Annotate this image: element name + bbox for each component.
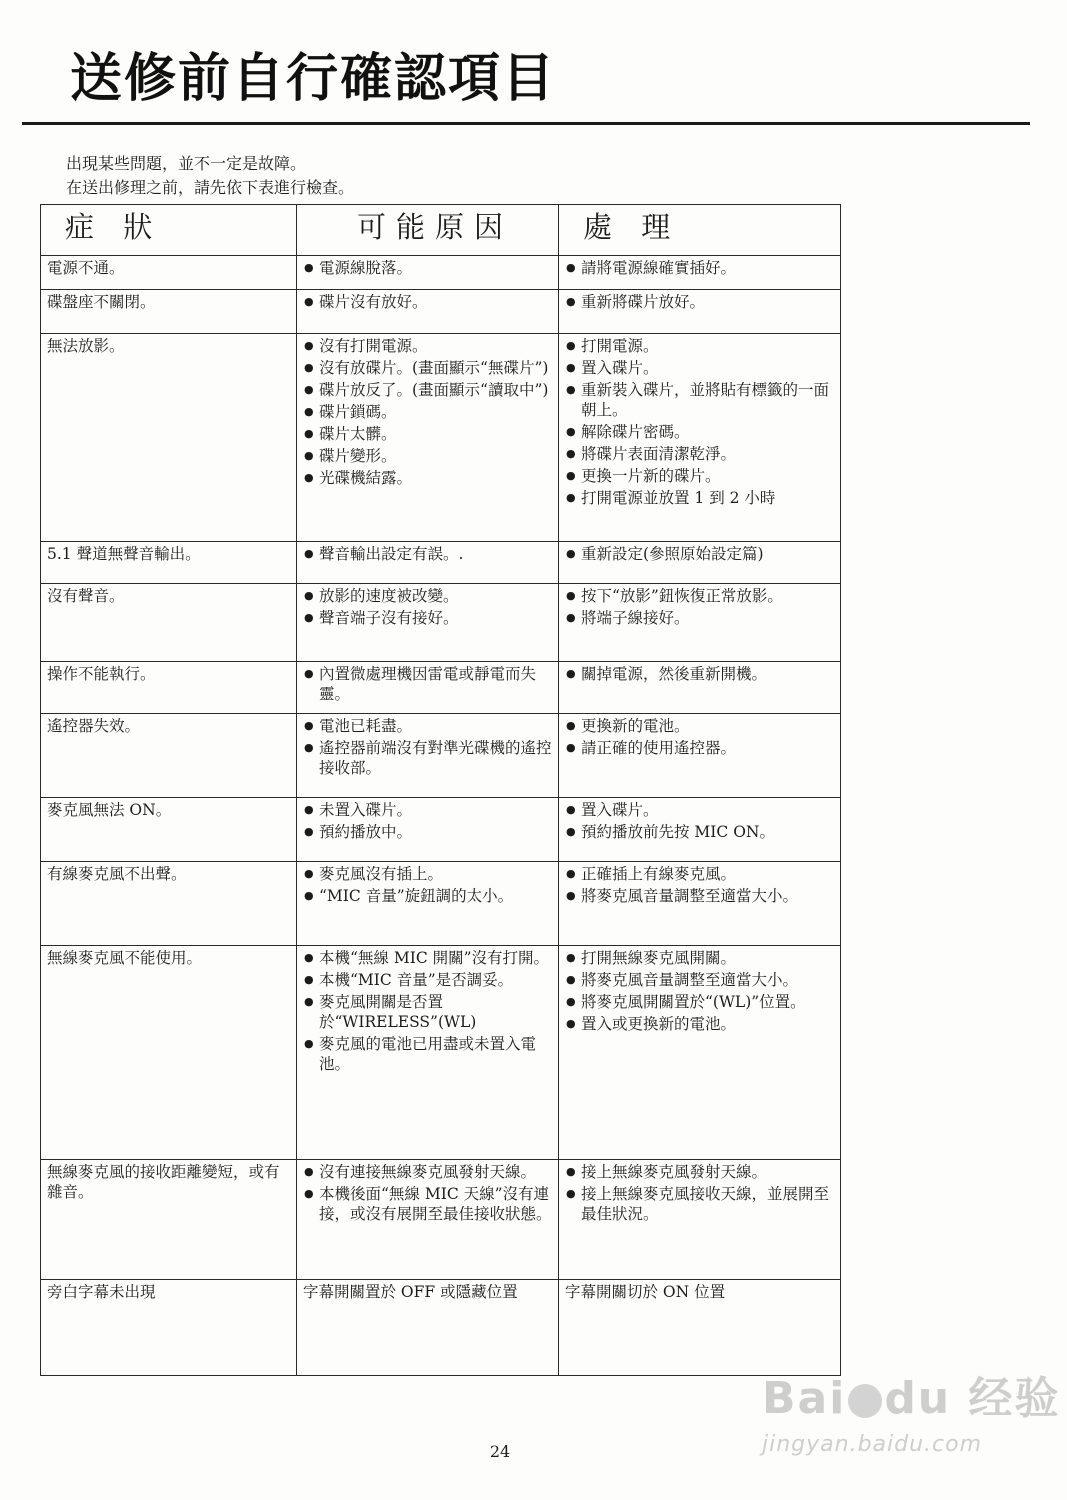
watermark-logo-cn: 经验 [968, 1373, 1061, 1424]
fix-item: ● 重新裝入碟片，並將貼有標籤的一面朝上。 [565, 380, 834, 420]
troubleshooting-table [40, 204, 841, 1376]
table-body [41, 256, 841, 1376]
cause-item: ● 碟片放反了。(畫面顯示“讀取中”) [303, 380, 552, 400]
symptom-cell: 麥克風無法 ON。 [41, 798, 297, 862]
fix-cell-list [565, 864, 834, 906]
cause-item: ● 本機“無線 MIC 開關”沒有打開。 [303, 948, 552, 968]
symptom-cell: 遙控器失效。 [41, 714, 297, 798]
fix-item: ● 預約播放前先按 MIC ON。 [565, 822, 834, 842]
symptom-cell: 電源不通。 [41, 256, 297, 290]
fix-cell-list [565, 1162, 834, 1224]
fix-item: ● 按下“放影”鈕恢復正常放影。 [565, 586, 834, 606]
fix-cell [559, 334, 841, 542]
fix-item: ● 更換新的電池。 [565, 716, 834, 736]
cause-cell-list [303, 800, 552, 842]
fix-cell [559, 584, 841, 662]
fix-cell [559, 542, 841, 584]
cause-cell-list [303, 336, 552, 488]
cause-item: ● 碟片太髒。 [303, 424, 552, 444]
watermark-logo [762, 1362, 1060, 1426]
fix-item: ● 解除碟片密碼。 [565, 422, 834, 442]
intro-line: 在送出修理之前，請先依下表進行檢查。 [66, 178, 355, 197]
header-fix: 處 理 [559, 205, 841, 256]
cause-cell-list [303, 258, 552, 278]
cause-item: ● 電池已耗盡。 [303, 716, 552, 736]
cause-cell-list [303, 664, 552, 704]
cause-cell: 字幕開關置於 OFF 或隱藏位置 [297, 1280, 559, 1376]
symptom-cell: 有線麥克風不出聲。 [41, 862, 297, 946]
table-row [41, 334, 841, 542]
cause-item: ● 放影的速度被改變。 [303, 586, 552, 606]
cause-cell [297, 798, 559, 862]
cause-item: ● 聲音輸出設定有誤。. [303, 544, 552, 564]
baidu-watermark [762, 1362, 1060, 1457]
table-row [41, 584, 841, 662]
cause-cell-list [303, 948, 552, 1074]
cause-item: ● 沒有放碟片。(畫面顯示“無碟片”) [303, 358, 552, 378]
cause-cell [297, 334, 559, 542]
cause-cell-list [303, 586, 552, 628]
fix-item: ● 將麥克風音量調整至適當大小。 [565, 886, 834, 906]
watermark-logo-left: Bai [762, 1373, 847, 1424]
cause-cell [297, 862, 559, 946]
table-row [41, 542, 841, 584]
watermark-url: jingyan.baidu.com [762, 1432, 983, 1457]
fix-item: ● 重新設定(參照原始設定篇) [565, 544, 834, 564]
cause-item: ● 未置入碟片。 [303, 800, 552, 820]
fix-item: ● 置入碟片。 [565, 800, 834, 820]
cause-item: ● 碟片鎖碼。 [303, 402, 552, 422]
fix-cell-list [565, 336, 834, 508]
fix-item: ● 重新將碟片放好。 [565, 292, 834, 312]
fix-cell-list [565, 292, 834, 312]
cause-cell [297, 714, 559, 798]
fix-cell [559, 798, 841, 862]
cause-cell-list [303, 716, 552, 778]
fix-cell-list [565, 258, 834, 278]
fix-item: ● 請正確的使用遙控器。 [565, 738, 834, 758]
symptom-cell: 操作不能執行。 [41, 662, 297, 714]
cause-cell [297, 584, 559, 662]
intro-text [66, 152, 354, 200]
cause-item: ● 光碟機結露。 [303, 468, 552, 488]
paw-icon [848, 1384, 882, 1418]
symptom-cell: 碟盤座不關閉。 [41, 290, 297, 334]
cause-item: ● 預約播放中。 [303, 822, 552, 842]
cause-cell [297, 256, 559, 290]
header-cause: 可能原因 [297, 205, 559, 256]
fix-cell: 字幕開關切於 ON 位置 [559, 1280, 841, 1376]
cause-item: ● 麥克風沒有插上。 [303, 864, 552, 884]
fix-item: ● 關掉電源，然後重新開機。 [565, 664, 834, 684]
fix-cell [559, 290, 841, 334]
cause-item: ● 內置微處理機因雷電或靜電而失靈。 [303, 664, 552, 704]
fix-item: ● 置入碟片。 [565, 358, 834, 378]
cause-item: ● 本機後面“無線 MIC 天線”沒有連接，或沒有展開至最佳接收狀態。 [303, 1184, 552, 1224]
cause-cell [297, 542, 559, 584]
cause-cell-list [303, 292, 552, 312]
cause-item: ● 麥克風開關是否置於“WIRELESS”(WL) [303, 992, 552, 1032]
title-rule [22, 122, 1030, 125]
fix-item: ● 將麥克風音量調整至適當大小。 [565, 970, 834, 990]
cause-item: ● 沒有打開電源。 [303, 336, 552, 356]
fix-item: ● 置入或更換新的電池。 [565, 1014, 834, 1034]
cause-cell [297, 290, 559, 334]
fix-item: ● 將端子線接好。 [565, 608, 834, 628]
header-symptom: 症 狀 [41, 205, 297, 256]
cause-cell-list [303, 1162, 552, 1224]
table-header-row [41, 205, 841, 256]
fix-item: ● 打開電源。 [565, 336, 834, 356]
fix-item: ● 將碟片表面清潔乾淨。 [565, 444, 834, 464]
table-row [41, 798, 841, 862]
fix-cell [559, 256, 841, 290]
fix-item: ● 更換一片新的碟片。 [565, 466, 834, 486]
fix-cell-list [565, 948, 834, 1034]
cause-cell-list [303, 544, 552, 564]
table-row [41, 1280, 841, 1376]
page-number: 24 [489, 1442, 511, 1461]
symptom-cell: 沒有聲音。 [41, 584, 297, 662]
cause-cell [297, 1160, 559, 1280]
fix-cell-list [565, 586, 834, 628]
cause-item: ● 麥克風的電池已用盡或未置入電池。 [303, 1034, 552, 1074]
troubleshooting-table-wrap [40, 204, 840, 1376]
cause-item: ● 碟片變形。 [303, 446, 552, 466]
fix-cell [559, 662, 841, 714]
cause-item: ● 碟片沒有放好。 [303, 292, 552, 312]
fix-cell-list [565, 544, 834, 564]
fix-item: ● 打開電源並放置 1 到 2 小時 [565, 488, 834, 508]
fix-cell [559, 1160, 841, 1280]
fix-cell-list [565, 800, 834, 842]
cause-item: ● 聲音端子沒有接好。 [303, 608, 552, 628]
cause-cell [297, 662, 559, 714]
table-row [41, 256, 841, 290]
table-row [41, 714, 841, 798]
cause-cell [297, 946, 559, 1160]
table-row [41, 1160, 841, 1280]
cause-item: ● 電源線脫落。 [303, 258, 552, 278]
cause-item: ● 遙控器前端沒有對準光碟機的遙控接收部。 [303, 738, 552, 778]
fix-item: ● 將麥克風開關置於“(WL)”位置。 [565, 992, 834, 1012]
symptom-cell: 5.1 聲道無聲音輸出。 [41, 542, 297, 584]
watermark-logo-right: du [884, 1373, 952, 1424]
fix-cell [559, 946, 841, 1160]
fix-item: ● 請將電源線確實插好。 [565, 258, 834, 278]
fix-item: ● 正確插上有線麥克風。 [565, 864, 834, 884]
cause-item: ● 本機“MIC 音量”是否調妥。 [303, 970, 552, 990]
cause-item: ● 沒有連接無線麥克風發射天線。 [303, 1162, 552, 1182]
page-title: 送修前自行確認項目 [70, 49, 557, 109]
table-row [41, 290, 841, 334]
fix-cell-list [565, 664, 834, 684]
symptom-cell: 無法放影。 [41, 334, 297, 542]
cause-cell-list [303, 864, 552, 906]
table-row [41, 662, 841, 714]
fix-item: ● 打開無線麥克風開關。 [565, 948, 834, 968]
symptom-cell: 旁白字幕未出現 [41, 1280, 297, 1376]
fix-item: ● 接上無線麥克風接收天線，並展開至最佳狀況。 [565, 1184, 834, 1224]
fix-cell-list [565, 716, 834, 758]
symptom-cell: 無線麥克風的接收距離變短，或有雜音。 [41, 1160, 297, 1280]
table-row [41, 946, 841, 1160]
fix-item: ● 接上無線麥克風發射天線。 [565, 1162, 834, 1182]
symptom-cell: 無線麥克風不能使用。 [41, 946, 297, 1160]
table-row [41, 862, 841, 946]
fix-cell [559, 862, 841, 946]
fix-cell [559, 714, 841, 798]
intro-line: 出現某些問題，並不一定是故障。 [66, 154, 307, 173]
cause-item: ● “MIC 音量”旋鈕調的太小。 [303, 886, 552, 906]
